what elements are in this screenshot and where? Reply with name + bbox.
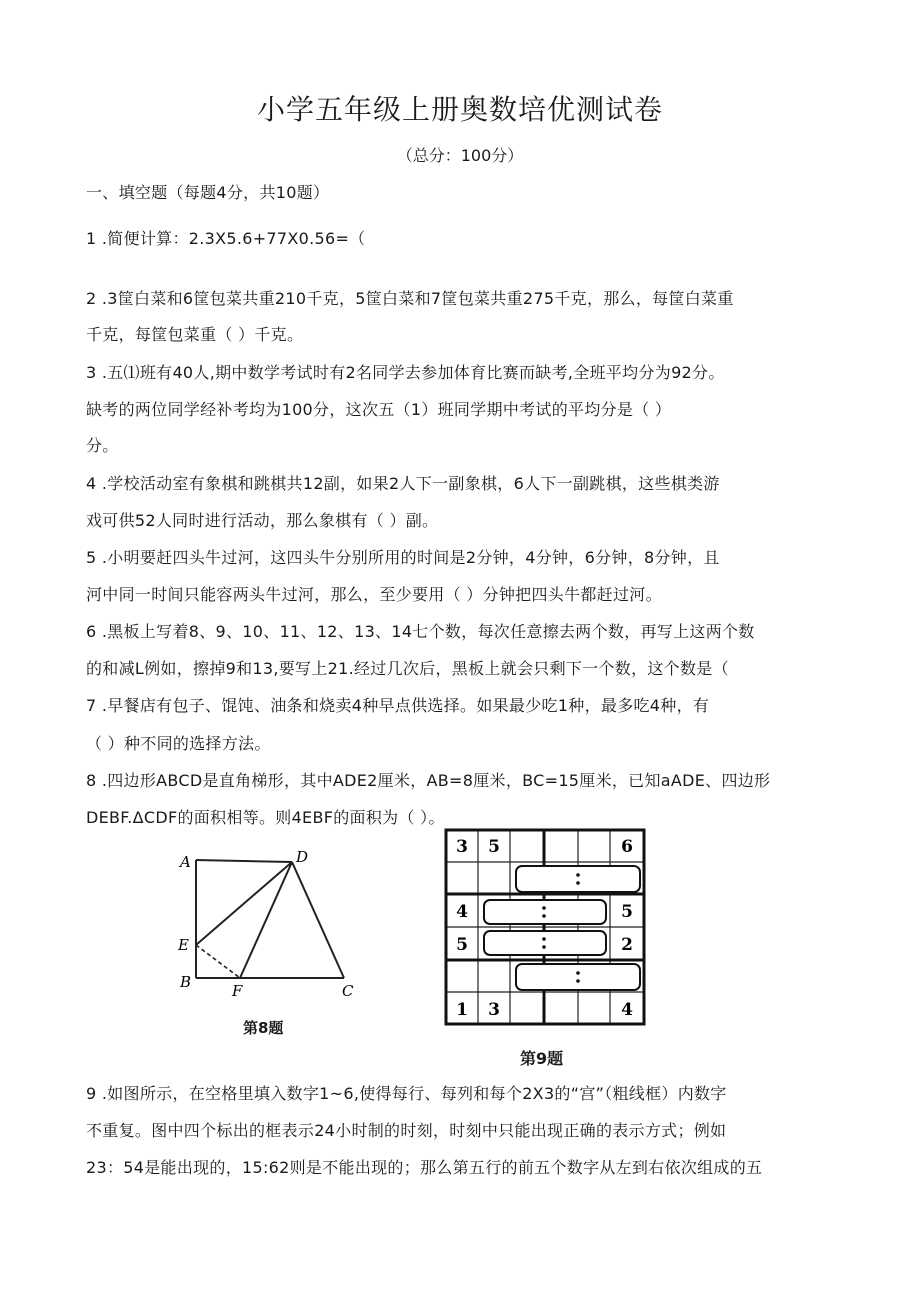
side-dc [292,862,344,978]
question-8-line-1: 8 .四边形ABCD是直角梯形，其中ADE2厘米，AB=8厘米，BC=15厘米，已知aADE、四边形 [86,771,771,790]
label-e: E [178,936,189,954]
label-a: A [180,853,191,871]
question-3-line-2: 缺考的两位同学经补考均为100分，这次五（1）班同学期中考试的平均分是（ ） [86,400,672,419]
question-9-line-2: 不重复。图中四个标出的框表示24小时制的时刻，时刻中只能出现正确的表示方式；例如 [86,1121,727,1140]
question-1: 1 .简便计算：2.3X5.6+77X0.56=（ [86,229,366,248]
grid-cell-value: 3 [488,1000,500,1020]
label-c: C [342,982,354,1000]
grid-cell-value: 2 [621,935,633,955]
time-boxes [484,866,640,990]
question-5-line-1: 5 .小明要赶四头牛过河，这四头牛分别所用的时间是2分钟，4分钟，6分钟，8分钟，且 [86,548,720,567]
figure-8-caption: 第8题 [243,1019,284,1037]
grid-cell-value: 1 [456,1000,468,1020]
segment-ef-dashed [196,945,240,978]
grid-cell-value: 5 [488,837,500,857]
side-ad [196,860,292,862]
time-box-3 [484,931,606,955]
grid-cell-value: 4 [621,1000,633,1020]
question-8-line-2: DEBF.ΔCDF的面积相等。则4EBF的面积为（ ）。 [86,808,445,827]
question-9-line-3: 23：54是能出现的，15:62则是不能出现的；那么第五行的前五个数字从左到右依次组成的五 [86,1158,763,1177]
grid-cell-value: 6 [621,837,633,857]
time-box-2 [484,900,606,924]
figure-9-grid [440,826,650,1030]
question-9-line-1: 9 .如图所示，在空格里填入数字1~6,使得每行、每列和每个2X3的“宫”（粗线框）内数字 [86,1084,727,1103]
time-box-4 [516,964,640,990]
question-7-line-2: （ ）种不同的选择方法。 [86,734,271,753]
segment-de [196,862,292,945]
label-b: B [180,973,192,991]
grid-cell-value: 4 [456,902,468,922]
question-4-line-2: 戏可供52人同时进行活动，那么象棋有（ ）副。 [86,511,439,530]
grid-cell-value: 3 [456,837,468,857]
question-7-line-1: 7 .早餐店有包子、馄饨、油条和烧卖4种早点供选择。如果最少吃1种，最多吃4种，有 [86,696,710,715]
question-3-line-3: 分。 [86,436,119,455]
question-3-line-1: 3 .五⑴班有40人,期中数学考试时有2名同学去参加体育比赛而缺考,全班平均分为92分。 [86,363,725,382]
question-4-line-1: 4 .学校活动室有象棋和跳棋共12副，如果2人下一副象棋，6人下一副跳棋，这些棋类游 [86,474,720,493]
grid-cell-value: 5 [621,902,633,922]
segment-df [240,862,292,978]
grid-cell-value: 5 [456,935,468,955]
question-5-line-2: 河中同一时间只能容两头牛过河，那么，至少要用（ ）分钟把四头牛都赶过河。 [86,585,662,604]
section-heading: 一、填空题（每题4分，共10题） [86,183,330,202]
question-6-line-1: 6 .黑板上写着8、9、10、11、12、13、14七个数，每次任意擦去两个数，再写上这两个数 [86,622,755,641]
question-2-line-1: 2 .3筐白菜和6筐包菜共重210千克，5筐白菜和7筐包菜共重275千克，那么，每筐白菜重 [86,289,734,308]
label-d: D [296,850,309,866]
page-title: 小学五年级上册奥数培优测试卷 [256,93,663,126]
question-6-line-2: 的和减L例如，擦掉9和13,要写上21.经过几次后，黑板上就会只剩下一个数，这个数是（ [86,659,729,678]
label-f: F [232,982,243,1000]
question-2-line-2: 千克，每筐包菜重（ ）千克。 [86,325,304,344]
time-box-1 [516,866,640,892]
total-score: （总分：100分） [396,146,524,165]
figure-8-trapezoid [172,850,362,1000]
figure-9-caption: 第9题 [520,1049,564,1068]
